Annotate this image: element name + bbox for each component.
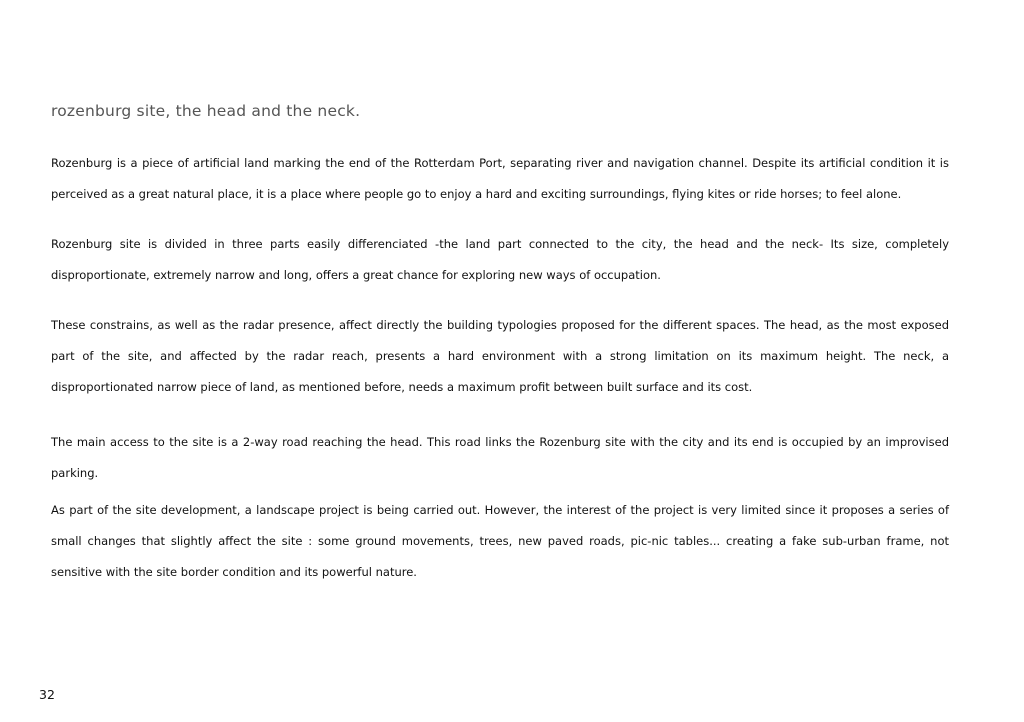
paragraph-access: The main access to the site is a 2-way road reaching the head. This road links the Rozenburg site with the city and its end is occupied by an improvised parking. (51, 435, 949, 480)
paragraph-landscape-project: As part of the site development, a landscape project is being carried out. However, the interest of the project is very limited since it proposes a series of small changes that slightly affect the site : some ground movements, trees, new paved roads, pic-nic tables... creating a fake sub-urban frame, not sensitive with the site border condition and its powerful nature. (51, 503, 949, 579)
paragraph-intro: Rozenburg is a piece of artificial land marking the end of the Rotterdam Port, separating river and navigation channel. Despite its artificial condition it is perceived as a great natural place, it is a place where people go to enjoy a hard and exciting surroundings, flying kites or ride horses; to feel alone. (51, 156, 949, 201)
page-number: 32 (39, 687, 55, 702)
page-title: rozenburg site, the head and the neck. (51, 102, 361, 120)
paragraph-constraints: These constrains, as well as the radar presence, affect directly the building typologies proposed for the different spaces. The head, as the most exposed part of the site, and affected by the radar reach, presents a hard environment with a strong limitation on its maximum height. The neck, a disproportionated narrow piece of land, as mentioned before, needs a maximum profit between built surface and its cost. (51, 318, 949, 394)
paragraph-site-parts: Rozenburg site is divided in three parts easily differenciated -the land part connected to the city, the head and the neck- Its size, completely disproportionate, extremely narrow and long, offers a great chance for exploring new ways of occupation. (51, 237, 949, 282)
